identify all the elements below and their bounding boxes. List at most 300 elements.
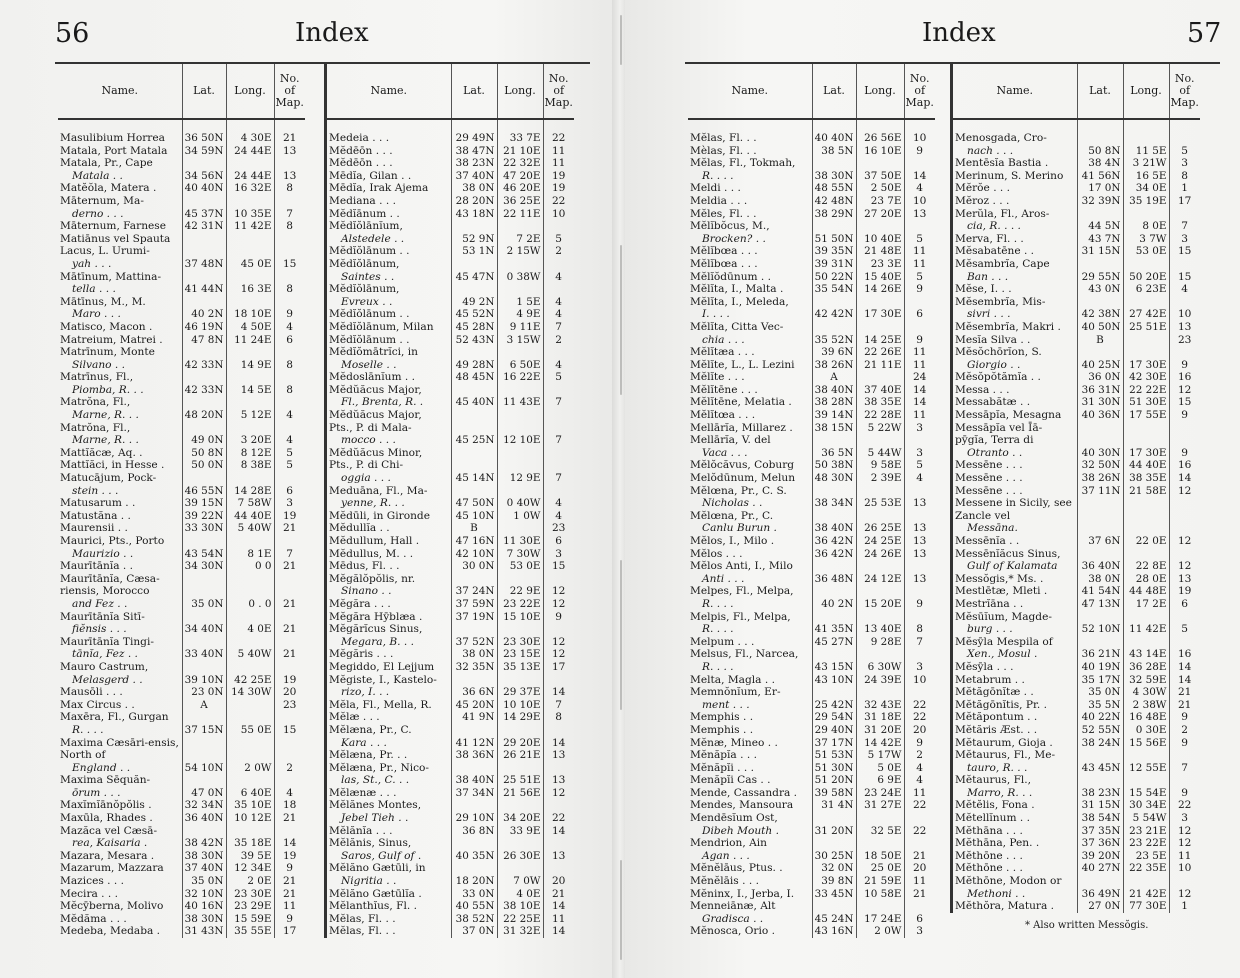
map-number: 21 xyxy=(1169,686,1200,699)
table-row xyxy=(58,522,305,535)
latitude: 45 40N xyxy=(451,384,497,409)
latitude: 43 45N xyxy=(1077,749,1123,774)
entry-name: Mellārĭa, V. del xyxy=(690,434,771,447)
latitude: 40 36N xyxy=(1077,409,1123,422)
table-row xyxy=(327,573,574,598)
entry-name: Maurītānĭa . . xyxy=(60,560,134,573)
table-row xyxy=(327,888,574,901)
longitude: 22 26E xyxy=(856,346,904,359)
entry-name-continued: Megara, B. . . xyxy=(341,635,414,648)
map-number: 21 xyxy=(1169,699,1200,712)
latitude: 46 55N xyxy=(182,472,226,497)
latitude: 45 27N xyxy=(812,636,856,649)
table-row xyxy=(688,548,935,561)
map-number: 6 xyxy=(904,900,935,925)
binding-stitch xyxy=(620,560,622,710)
entry-name: Matala, Port Matala xyxy=(60,144,168,157)
entry-name: Mĕdĭānum . . xyxy=(329,207,400,220)
entry-name-continued: Gradisca . . xyxy=(702,912,764,925)
longitude: 14 5E xyxy=(226,371,274,396)
entry-name-continued: I. . . . xyxy=(702,308,730,321)
entry-name: Mazices . . . xyxy=(60,875,124,888)
entry-name-continued: cia, R. . . . xyxy=(967,220,1021,233)
longitude xyxy=(226,699,274,712)
table-row xyxy=(58,573,305,611)
table-row xyxy=(953,686,1200,699)
longitude: 16 22E xyxy=(497,371,543,384)
table-row xyxy=(953,900,1200,913)
map-number: 14 xyxy=(904,384,935,397)
map-number: 9 xyxy=(1169,711,1200,724)
entry-name-continued: Silvano . . xyxy=(72,358,126,371)
entry-name: Mēdĭa, Gilan . . xyxy=(329,169,412,182)
table-row xyxy=(688,384,935,397)
entry-name: Medeba, Medaba . xyxy=(60,925,161,938)
table-row xyxy=(953,157,1200,170)
entry-name-continued: Ban . . . xyxy=(967,270,1009,283)
entry-name: Mĕlĭtæa . . . xyxy=(690,346,755,359)
entry-name: Mèlas, Fl. . . xyxy=(690,144,757,157)
map-number: 9 xyxy=(1169,346,1200,371)
entry-name: Mĕlănis, Sinus, xyxy=(329,837,412,850)
latitude: 51 20N xyxy=(812,774,856,787)
latitude: 47 0N xyxy=(182,774,226,799)
map-number: 4 xyxy=(904,472,935,485)
map-number: 14 xyxy=(543,724,574,749)
latitude: 37 52N xyxy=(451,623,497,648)
latitude: 39 6N xyxy=(812,346,856,359)
table-row xyxy=(58,271,305,296)
column-header-name: Name. xyxy=(688,64,812,119)
map-number: 19 xyxy=(274,850,305,863)
longitude: 45 0E xyxy=(226,233,274,271)
table-row xyxy=(953,875,1200,900)
map-number: 2 xyxy=(1169,724,1200,737)
entry-name-continued: R. . . . xyxy=(702,597,734,610)
latitude: 38 23N xyxy=(451,157,497,170)
latitude: 17 0N xyxy=(1077,182,1123,195)
page-number: 56 xyxy=(55,18,90,49)
table-row xyxy=(688,119,935,145)
entry-name: Mendēsĭum Ost, xyxy=(690,812,778,825)
entry-name: Mĕlĭta, I., Meleda, xyxy=(690,295,789,308)
longitude: 15 10E xyxy=(497,611,543,624)
map-number: 13 xyxy=(543,837,574,862)
latitude: 47 50N xyxy=(451,485,497,510)
entry-name: Mĕtaurus, Fl., Me- xyxy=(955,749,1056,762)
column-header-map: No. of Map. xyxy=(904,64,935,119)
entry-name: Mĕdĭŏlānum . . xyxy=(329,308,410,321)
longitude: 22 8E xyxy=(1123,548,1169,573)
table-row xyxy=(327,157,574,170)
latitude: 31 30N xyxy=(1077,396,1123,409)
table-row xyxy=(327,900,574,913)
table-row xyxy=(688,636,935,649)
latitude: 40 16N xyxy=(182,900,226,913)
longitude: 3 21W xyxy=(1123,157,1169,170)
latitude: 42 33N xyxy=(182,371,226,396)
entry-name: Mĕdĭŏlānum . . xyxy=(329,245,410,258)
map-number: 6 xyxy=(904,296,935,321)
entry-name-continued: Messāna. xyxy=(967,522,1018,535)
entry-name-continued: tauro, R. . . xyxy=(967,761,1028,774)
map-number: 2 xyxy=(904,749,935,762)
column-header-map: No. of Map. xyxy=(543,64,574,119)
longitude: 8 1E xyxy=(226,535,274,560)
latitude: 38 29N xyxy=(812,208,856,221)
table-row xyxy=(58,119,305,145)
table-row xyxy=(327,220,574,245)
table-row xyxy=(688,737,935,750)
longitude: 36 25E xyxy=(497,195,543,208)
map-number: 10 xyxy=(1169,296,1200,321)
table-row xyxy=(953,258,1200,283)
table-row xyxy=(327,787,574,800)
latitude: 36 40N xyxy=(1077,548,1123,573)
latitude: 40 2N xyxy=(812,585,856,610)
table-row xyxy=(58,321,305,334)
longitude: 7 2E xyxy=(497,220,543,245)
map-number: 4 xyxy=(543,346,574,371)
entry-name-continued: and Fez . . xyxy=(72,597,128,610)
entry-name: Mecira . . . xyxy=(60,887,119,900)
entry-name: Memphis . . xyxy=(690,711,754,724)
entry-name: Mĕnĕlāis . . . xyxy=(690,875,759,888)
longitude: 10 35E xyxy=(226,195,274,220)
entry-name-continued: R. . . . xyxy=(702,660,734,673)
map-number: 21 xyxy=(274,888,305,901)
latitude: 42 38N xyxy=(1077,296,1123,321)
entry-name: Mĕla, Fl., Mella, R. xyxy=(329,698,432,711)
latitude: 38 26N xyxy=(812,359,856,372)
entry-name-continued: Maro . . . xyxy=(72,308,121,321)
entry-name: Maxēra, Fl., Gurgan xyxy=(60,711,169,724)
map-number: 18 xyxy=(274,799,305,812)
longitude: 9 11E xyxy=(497,321,543,334)
entry-name: Mĕtăgōnĭtæ . . xyxy=(955,686,1034,699)
map-number: 14 xyxy=(1169,674,1200,687)
entry-name: Mĕlæna, Pr., C. xyxy=(329,723,412,736)
latitude: 36 6N xyxy=(451,674,497,699)
table-row xyxy=(953,182,1200,195)
longitude: 31 20E xyxy=(856,724,904,737)
table-row xyxy=(327,560,574,573)
map-number: 12 xyxy=(1169,825,1200,838)
entry-name: Messēne . . . xyxy=(955,484,1023,497)
map-number: 15 xyxy=(1169,396,1200,409)
latitude: 31 15N xyxy=(1077,799,1123,812)
entry-name: Megiddo, El Lejjum xyxy=(329,660,435,673)
entry-name: Mĕdŭăcus Minor, Pts., P. di Chi- xyxy=(329,446,423,472)
index-column xyxy=(950,64,1200,913)
map-number: 21 xyxy=(904,837,935,862)
table-row xyxy=(327,598,574,611)
latitude: 29 49N xyxy=(451,119,497,145)
longitude: 11 30E xyxy=(497,535,543,548)
entry-name-continued: Moselle . . xyxy=(341,358,397,371)
latitude: 53 1N xyxy=(451,245,497,258)
entry-name: Mĕdăma . . . xyxy=(60,912,127,925)
longitude xyxy=(497,522,543,535)
entry-name: Memphis . . xyxy=(690,723,754,736)
map-number: 11 xyxy=(904,346,935,359)
longitude: 27 42E xyxy=(1123,296,1169,321)
entry-name: Mĕdŭăcus Major, Pts., P. di Mala- xyxy=(329,409,422,434)
map-number: 9 xyxy=(904,283,935,296)
column-header-lat: Lat. xyxy=(812,64,856,119)
latitude: 48 55N xyxy=(812,182,856,195)
latitude: 36 49N xyxy=(1077,875,1123,900)
latitude: 41 9N xyxy=(451,711,497,724)
table-row xyxy=(58,611,305,636)
table-row xyxy=(953,208,1200,233)
entry-name: Mĕlĭta, Citta Vec- xyxy=(690,320,784,333)
table-row xyxy=(58,699,305,712)
map-number: 21 xyxy=(904,888,935,901)
latitude: 42 31N xyxy=(182,220,226,233)
longitude: 10 12E xyxy=(226,812,274,825)
latitude: 39 10N xyxy=(182,661,226,686)
entry-name: Mendrion, Ain xyxy=(690,837,767,850)
entry-name: Mĕsabatēne . . xyxy=(955,245,1035,258)
entry-name: Matrīnum, Monte xyxy=(60,346,155,359)
longitude: 5 54W xyxy=(1123,812,1169,825)
map-number: 2 xyxy=(274,737,305,775)
entry-name: Mĕlĭbœa . . . xyxy=(690,257,758,270)
table-row xyxy=(58,737,305,775)
entry-name-continued: yah . . . xyxy=(72,257,112,270)
longitude: 23 22E xyxy=(497,598,543,611)
entry-name: Mĕtaurum, Gioja . xyxy=(955,736,1053,749)
entry-name: Mĕlænæ . . . xyxy=(329,786,397,799)
table-row xyxy=(953,711,1200,724)
map-number: 3 xyxy=(1169,233,1200,246)
map-number: 23 xyxy=(274,699,305,712)
map-number: 4 xyxy=(543,258,574,283)
latitude: 38 4N xyxy=(1077,157,1123,170)
longitude: 16 5E xyxy=(1123,170,1169,183)
latitude: 47 16N xyxy=(451,535,497,548)
latitude: 48 20N xyxy=(182,396,226,421)
entry-name: Matreium, Matrei . xyxy=(60,333,163,346)
entry-name: Mĕgiste, I., Kastelo- xyxy=(329,673,437,686)
entry-name: Mĕsambrĭa, Cape xyxy=(955,257,1050,270)
table-row xyxy=(688,900,935,925)
page-title: Index xyxy=(922,18,996,48)
map-number: 11 xyxy=(904,245,935,258)
table-row xyxy=(953,661,1200,674)
latitude: 40 40N xyxy=(182,182,226,195)
table-row xyxy=(953,497,1200,535)
latitude: 43 0N xyxy=(1077,283,1123,296)
longitude: 10 40E xyxy=(856,220,904,245)
entry-name-continued: burg . . . xyxy=(967,623,1013,636)
longitude: 0 . 0 xyxy=(226,573,274,611)
entry-name: Mĕlos . . . xyxy=(690,547,743,560)
table-row xyxy=(58,472,305,497)
longitude: 4 9E xyxy=(497,308,543,321)
longitude: 4 30E xyxy=(226,119,274,145)
longitude: 17 30E xyxy=(1123,346,1169,371)
map-number: 17 xyxy=(1169,195,1200,208)
map-number: 7 xyxy=(543,699,574,712)
table-row xyxy=(58,233,305,271)
longitude: 23 29E xyxy=(226,900,274,913)
column-header-name: Name. xyxy=(953,64,1077,119)
latitude: 23 0N xyxy=(182,686,226,699)
entry-name-continued: Saintes . . xyxy=(341,270,395,283)
left-page xyxy=(0,0,615,978)
longitude: 14 25E xyxy=(856,321,904,346)
map-number: 5 xyxy=(543,371,574,384)
table-row xyxy=(58,888,305,901)
longitude: 14 29E xyxy=(497,711,543,724)
map-number: 9 xyxy=(904,585,935,610)
entry-name: Mĕlas, Fl. . . xyxy=(329,912,396,925)
map-number: 13 xyxy=(1169,573,1200,586)
entry-name: Messēnĭa . . xyxy=(955,535,1020,547)
longitude: 7 58W xyxy=(226,497,274,510)
latitude: 45 47N xyxy=(451,258,497,283)
latitude: 50 8N xyxy=(182,447,226,460)
map-number: 3 xyxy=(274,497,305,510)
latitude: 37 0N xyxy=(451,925,497,938)
table-row xyxy=(58,459,305,472)
latitude: 51 30N xyxy=(812,762,856,775)
map-number: 14 xyxy=(543,925,574,938)
latitude: 28 20N xyxy=(451,195,497,208)
table-row xyxy=(327,321,574,334)
entry-name: Mĕlæna, Pr., Nico- xyxy=(329,761,430,774)
table-row xyxy=(688,283,935,296)
longitude: 31 18E xyxy=(856,711,904,724)
table-row xyxy=(327,623,574,648)
table-row xyxy=(58,862,305,875)
entry-name: Mazăca vel Cæsā- xyxy=(60,824,158,837)
longitude: 22 35E xyxy=(1123,862,1169,875)
table-row xyxy=(688,434,935,459)
column-header-long: Long. xyxy=(1123,64,1169,119)
longitude: 2 0E xyxy=(226,875,274,888)
latitude: 31 4N xyxy=(812,799,856,812)
longitude: 24 44E xyxy=(226,157,274,182)
table-row xyxy=(58,913,305,926)
map-number: 17 xyxy=(274,925,305,938)
table-row xyxy=(688,409,935,422)
column-header-long: Long. xyxy=(497,64,543,119)
longitude: 22 9E xyxy=(497,573,543,598)
map-number: 23 xyxy=(1169,334,1200,347)
entry-name-continued: rizo, I. . . xyxy=(341,686,390,699)
entry-name: Māternum, Ma- xyxy=(60,194,144,207)
table-row xyxy=(327,371,574,384)
latitude: 39 31N xyxy=(812,258,856,271)
entry-name: Mattĭăci, in Hesse . xyxy=(60,459,165,472)
entry-name: Mentēsĭa Bastia . xyxy=(955,157,1049,170)
entry-name: Mĕroz . . . xyxy=(955,194,1010,207)
latitude: A xyxy=(182,699,226,712)
longitude: 34 20E xyxy=(497,799,543,824)
latitude: 32 39N xyxy=(1077,195,1123,208)
entry-name: Matiānus vel Spauta Lacus, L. Urumi- xyxy=(60,232,171,258)
table-row xyxy=(688,812,935,837)
entry-name: Mĕdūli, in Gironde xyxy=(329,509,430,522)
longitude: 23 5E xyxy=(1123,850,1169,863)
entry-name: Mediana . . . xyxy=(329,194,396,207)
longitude: 9 28E xyxy=(856,636,904,649)
longitude: 22 25E xyxy=(497,913,543,926)
table-row xyxy=(688,371,935,384)
longitude: 11 42E xyxy=(1123,611,1169,636)
entry-name: Merŭla, Fl., Aros- xyxy=(955,207,1050,220)
latitude: 45 24N xyxy=(812,900,856,925)
longitude: 17 24E xyxy=(856,900,904,925)
entry-name: Melŏdūnum, Melun xyxy=(690,472,796,485)
map-number: 11 xyxy=(904,875,935,888)
latitude: 38 15N xyxy=(812,422,856,435)
latitude: 37 15N xyxy=(182,711,226,736)
latitude: 32 10N xyxy=(182,888,226,901)
entry-name: Mĕrŏe . . . xyxy=(955,182,1011,195)
latitude: 39 15N xyxy=(182,497,226,510)
table-row xyxy=(688,749,935,762)
latitude: 41 44N xyxy=(182,271,226,296)
entry-name: Memnŏnĭum, Er- xyxy=(690,686,781,699)
entry-name: Mĕlĭbŏcus, M., xyxy=(690,220,770,233)
table-row xyxy=(953,573,1200,586)
longitude: 16 32E xyxy=(226,182,274,195)
latitude: 50 0N xyxy=(182,459,226,472)
latitude: 49 2N xyxy=(451,283,497,308)
latitude: 38 26N xyxy=(1077,472,1123,485)
longitude: 5 0E xyxy=(856,762,904,775)
latitude: A xyxy=(812,371,856,384)
latitude: 35 0N xyxy=(182,875,226,888)
latitude: 38 40N xyxy=(451,762,497,787)
entry-name: Mātīnum, Mattina- xyxy=(60,270,162,283)
longitude: 39 5E xyxy=(226,850,274,863)
latitude xyxy=(1077,497,1123,535)
map-number: 14 xyxy=(904,396,935,409)
entry-name-continued: fiĕnsis . . . xyxy=(72,623,127,636)
entry-name: Melsus, Fl., Narcea, xyxy=(690,648,799,661)
longitude: 16 3E xyxy=(226,271,274,296)
longitude: 4 50E xyxy=(226,321,274,334)
table-row xyxy=(688,459,935,472)
latitude: 47 13N xyxy=(1077,598,1123,611)
map-number: 1 xyxy=(1169,900,1200,913)
entry-name: Mĕlĭtēne, Melatia . xyxy=(690,396,792,409)
table-row xyxy=(327,346,574,371)
map-number: 4 xyxy=(543,283,574,308)
entry-name: Mĕgăra . . . xyxy=(329,597,391,610)
table-row xyxy=(327,535,574,548)
entry-name: Mĕninx, I., Jerba, I. xyxy=(690,887,795,900)
longitude: 2 0W xyxy=(226,737,274,775)
latitude: 31 43N xyxy=(182,925,226,938)
latitude: 34 40N xyxy=(182,611,226,636)
map-number: 8 xyxy=(274,346,305,371)
latitude: 35 0N xyxy=(1077,686,1123,699)
longitude: 11 43E xyxy=(497,384,543,409)
entry-name: Masulibium Horrea xyxy=(60,132,165,144)
longitude: 23 30E xyxy=(226,888,274,901)
longitude: 0 38W xyxy=(497,258,543,283)
entry-name: Mĕdĭŏlānum, xyxy=(329,283,400,296)
longitude: 35 19E xyxy=(1123,195,1169,208)
map-number: 11 xyxy=(904,258,935,271)
map-number: 13 xyxy=(543,749,574,762)
